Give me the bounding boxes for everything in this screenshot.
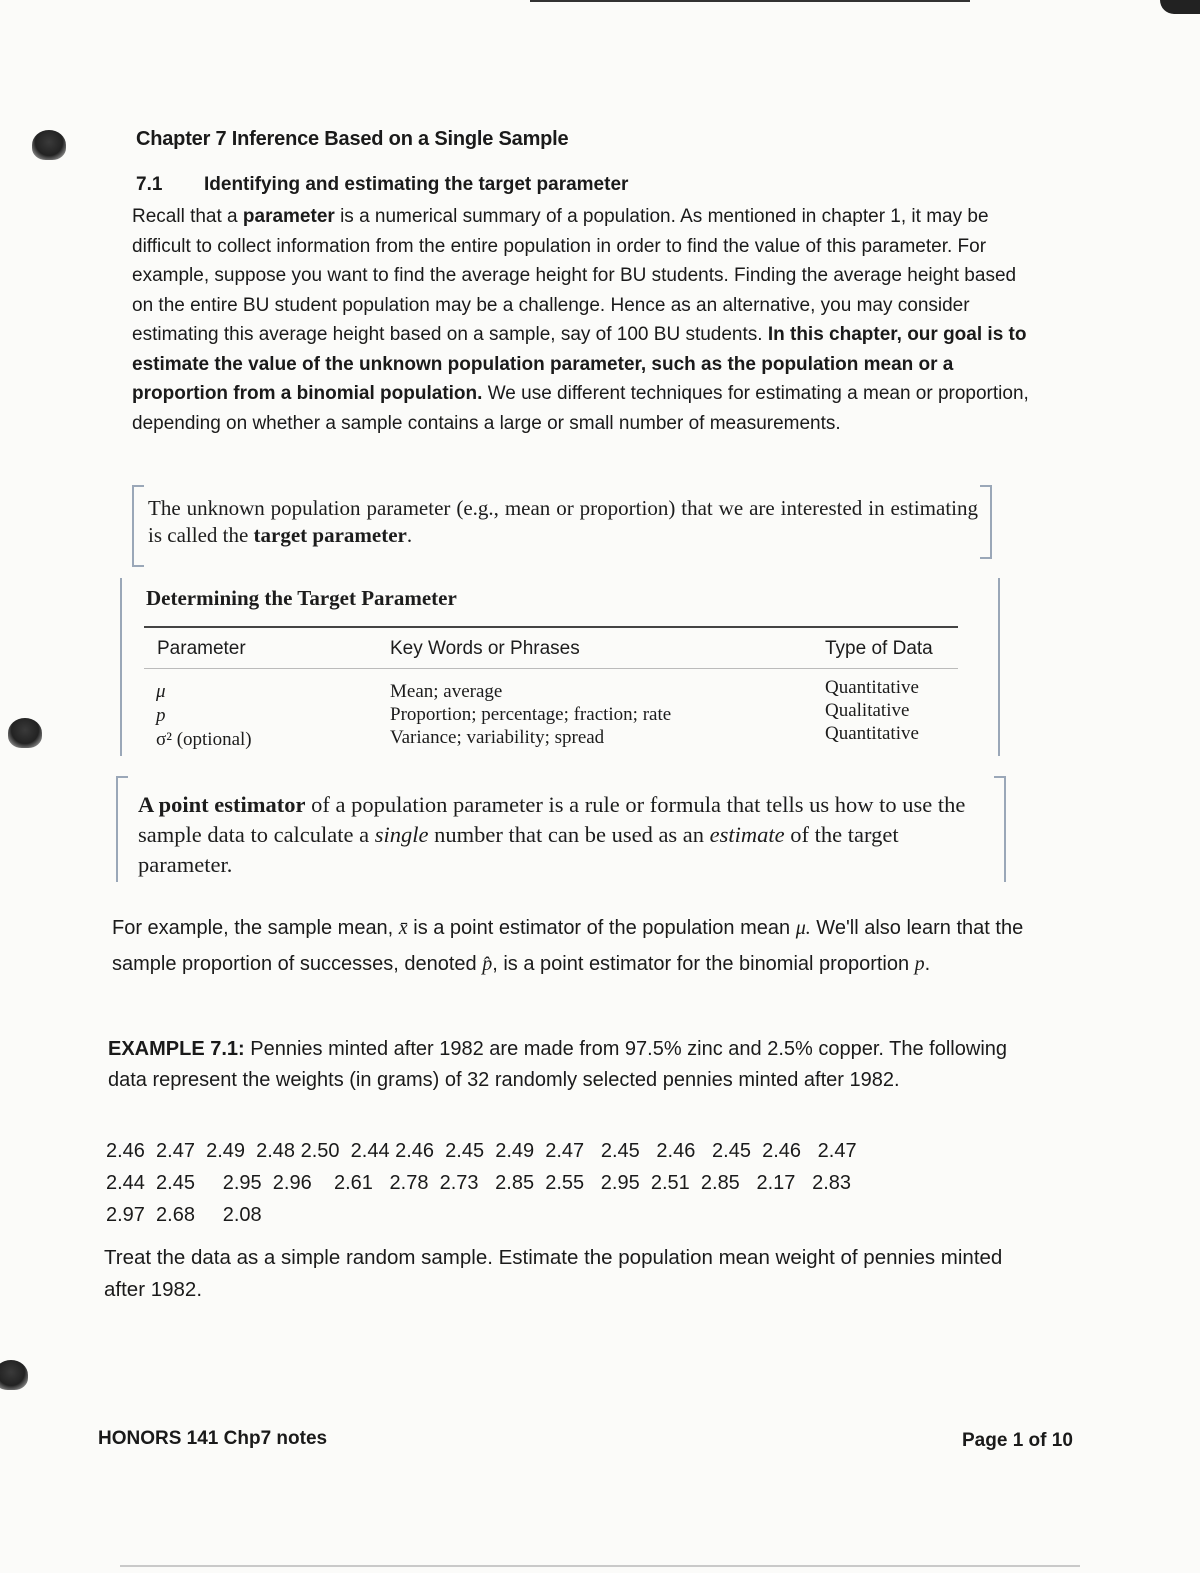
bracket-right-2 bbox=[994, 776, 1006, 882]
pe-italic-single: single bbox=[374, 822, 429, 847]
pe-text-f: of the target parameter. bbox=[138, 822, 899, 877]
header-type: Type of Data bbox=[825, 638, 933, 659]
intro-text-1: Recall that a bbox=[132, 206, 243, 227]
intro-text-3: We use different techniques for estimating a mean or proportion, depending on whether a sample contains a large or small number of measurements. bbox=[132, 383, 1029, 434]
sm-text-d: , is a point estimator for the binomial proportion bbox=[492, 953, 915, 975]
pe-italic-estimate: estimate bbox=[709, 822, 785, 847]
table-row-2-param bbox=[156, 704, 166, 727]
sm-text-b: is a point estimator of the population mean bbox=[407, 917, 796, 939]
definition-end: . bbox=[406, 523, 413, 547]
treat-instruction: Treat the data as a simple random sample. Estimate the population mean weight of pennies minted after 1982. bbox=[104, 1246, 1003, 1301]
table-row-3-type: Quantitative bbox=[825, 723, 919, 744]
sm-text-e: . bbox=[924, 953, 931, 975]
table-bracket-left bbox=[120, 578, 132, 756]
paper-edge-bottom bbox=[120, 1565, 1080, 1567]
p-symbol: p bbox=[914, 953, 925, 975]
section-number: 7.1 bbox=[136, 174, 163, 195]
example-label: EXAMPLE 7.1: bbox=[108, 1038, 245, 1060]
definition-text bbox=[148, 495, 978, 549]
intro-bold-parameter: parameter bbox=[242, 206, 335, 227]
sm-text-a: For example, the sample mean, bbox=[112, 917, 399, 939]
data-row-1: 2.46 2.47 2.49 2.48 2.50 2.44 2.46 2.45 2.49 2.47 2.45 2.46 2.45 2.46 2.47 bbox=[106, 1140, 857, 1162]
definition-body: The unknown population parameter (e.g., mean or proportion) that we are interested in estimating is called the bbox=[148, 496, 978, 547]
table-rule-top bbox=[144, 626, 958, 628]
data-row-3: 2.97 2.68 2.08 bbox=[106, 1204, 262, 1226]
table-row-1-type: Quantitative bbox=[825, 677, 919, 698]
table-row-1-param bbox=[156, 680, 166, 703]
target-parameter-table bbox=[120, 578, 1000, 758]
xbar-symbol: x̄ bbox=[398, 917, 408, 939]
param-mu: μ bbox=[156, 681, 166, 702]
phat-symbol: p̂ bbox=[482, 953, 493, 975]
footer-course: HONORS 141 Chp7 notes bbox=[98, 1428, 328, 1449]
punch-hole-top bbox=[32, 130, 66, 160]
point-estimator-text bbox=[138, 790, 988, 880]
section-title: Identifying and estimating the target parameter bbox=[204, 174, 629, 195]
example-text: Pennies minted after 1982 are made from 97.5% zinc and 2.5% copper. The following data represent the weights (in grams) of 32 randomly selected pennies minted after 1982. bbox=[108, 1038, 1008, 1091]
intro-bold-goal: In this chapter, our goal is to estimate the value of the unknown population parameter, such as the population mean or a proportion from a binomial population. bbox=[132, 324, 1027, 404]
point-estimator-bold: A point estimator bbox=[138, 792, 306, 817]
param-p: p bbox=[156, 705, 166, 726]
table-row-2-type: Qualitative bbox=[825, 700, 910, 721]
intro-paragraph bbox=[132, 202, 1032, 438]
data-row-2: 2.44 2.45 2.95 2.96 2.61 2.78 2.73 2.85 2.55 2.95 2.51 2.85 2.17 2.83 bbox=[106, 1172, 851, 1194]
table-row-2-keywords: Proportion; percentage; fraction; rate bbox=[390, 704, 672, 725]
paper-edge-top bbox=[530, 0, 970, 2]
sample-mean-paragraph bbox=[112, 910, 1072, 982]
pe-text-b: of a population parameter is a rule or formula that tells us how to use the sample data to calculate a bbox=[138, 792, 966, 847]
table-title: Determining the Target Parameter bbox=[146, 586, 457, 610]
header-keywords: Key Words or Phrases bbox=[390, 638, 580, 659]
punch-hole-middle bbox=[8, 718, 42, 748]
sm-text-c: We'll also learn that the sample proportion of successes, denoted bbox=[112, 917, 1024, 975]
table-row-3-keywords: Variance; variability; spread bbox=[390, 727, 605, 748]
pe-text-d: number that can be used as an bbox=[428, 822, 710, 847]
intro-text-2: is a numerical summary of a population. As mentioned in chapter 1, it may be difficult to collect information from the entire population in order to find the value of this parameter. For example, suppose you want to find the average height for BU students. Finding the average height based on the entire BU student population may be a challenge. Hence as an alternative, you may consider estimating this average height based on a sample, say of 100 BU students. bbox=[132, 206, 1017, 345]
section-heading bbox=[136, 174, 628, 196]
bracket-left bbox=[132, 485, 144, 567]
punch-hole-bottom bbox=[0, 1360, 28, 1390]
example-7-1 bbox=[108, 1034, 1048, 1096]
bracket-right bbox=[980, 485, 992, 559]
header-parameter: Parameter bbox=[157, 638, 246, 659]
table-row-1-keywords: Mean; average bbox=[390, 681, 503, 702]
table-row-3-param: σ² (optional) bbox=[156, 729, 252, 750]
mu-symbol: μ. bbox=[795, 917, 811, 939]
definition-bold: target parameter bbox=[253, 523, 407, 547]
bracket-left-2 bbox=[116, 776, 128, 882]
table-rule-mid bbox=[144, 668, 958, 669]
point-estimator-definition-box bbox=[116, 776, 1006, 880]
chapter-title: Chapter 7 Inference Based on a Single Sample bbox=[136, 128, 569, 150]
footer-page-number: Page 1 of 10 bbox=[962, 1430, 1073, 1451]
table-bracket-right bbox=[988, 578, 1000, 756]
corner-mark bbox=[1160, 0, 1200, 14]
